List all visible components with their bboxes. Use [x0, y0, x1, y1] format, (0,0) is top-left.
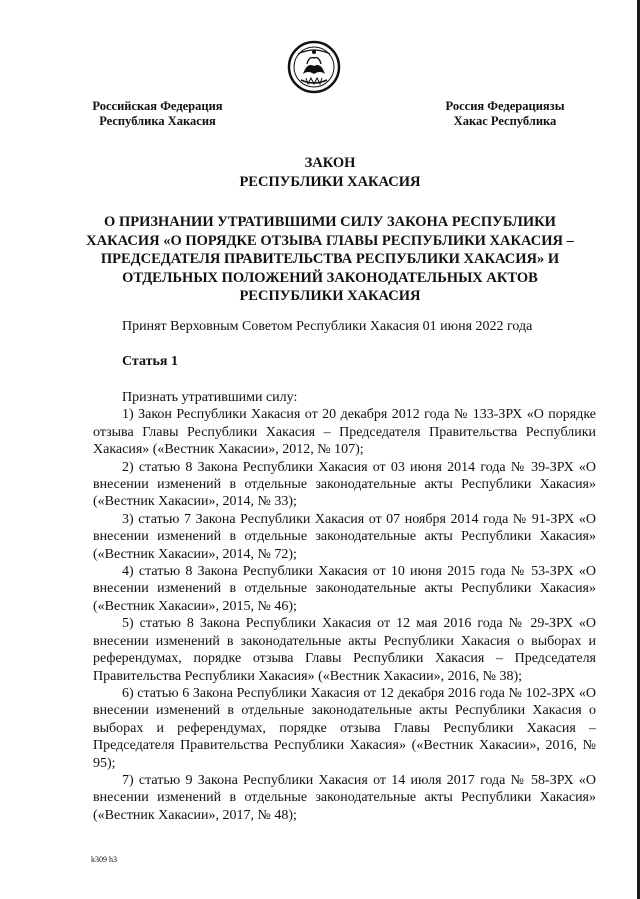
- header-left-line2: Республика Хакасия: [99, 114, 216, 128]
- paragraph-item-3: 3) статью 7 Закона Республики Хакасия от 07 ноября 2014 года № 91-ЗРХ «О внесении изменений в отдельные законодательные акты Республики Хакасия» («Вестник Хакасии», 2014, № 72);: [93, 511, 596, 562]
- paragraph-intro: Признать утратившими силу:: [122, 390, 298, 405]
- header-right-line2: Хакас Республика: [453, 114, 557, 128]
- paragraph-item-5: 5) статью 8 Закона Республики Хакасия от 12 мая 2016 года № 29-ЗРХ «О внесении изменений в законодательные акты Республики Хакасия о выборах и референдумах, порядке отзыва Главы Республики Хакасия – Председателя Правительства Республики Хакасия» («Вестник Хакасии», 2016, № 38);: [93, 616, 596, 684]
- article-heading: Статья 1: [122, 354, 178, 369]
- header-right: [430, 99, 580, 129]
- paragraph-item-2: 2) статью 8 Закона Республики Хакасия от 03 июня 2014 года № 39-ЗРХ «О внесении изменений в отдельные законодательные акты Республики Хакасия» («Вестник Хакасии», 2014, № 33);: [93, 459, 596, 510]
- header-right-line1: Россия Федерациязы: [445, 99, 565, 113]
- paragraph-item-7: 7) статью 9 Закона Республики Хакасия от 14 июля 2017 года № 58-ЗРХ «О внесении изменений в отдельные законодательные акты Республики Хакасия» («Вестник Хакасии», 2017, № 48);: [93, 772, 596, 823]
- header-left: [80, 99, 235, 129]
- coat-of-arms-emblem: [287, 40, 341, 94]
- paragraph-item-1: 1) Закон Республики Хакасия от 20 декабря 2012 года № 133-ЗРХ «О порядке отзыва Главы Республики Хакасия – Председателя Правительства Республики Хакасия» («Вестник Хакасии», 2012, № 107);: [93, 407, 596, 458]
- law-title-line2: РЕСПУБЛИКИ ХАКАСИЯ: [239, 174, 421, 190]
- law-title: [80, 154, 580, 192]
- paragraph-item-4: 4) статью 8 Закона Республики Хакасия от 10 июня 2015 года № 53-ЗРХ «О внесении изменений в отдельные законодательные акты Республики Хакасия» («Вестник Хакасии», 2015, № 46);: [93, 564, 596, 614]
- article-body: [93, 389, 596, 824]
- law-title-line1: ЗАКОН: [304, 155, 356, 171]
- adoption-statement: Принят Верховным Советом Республики Хакасия 01 июня 2022 года: [122, 319, 533, 334]
- footer-code: k309 h3: [91, 855, 117, 864]
- paragraph-item-6: 6) статью 6 Закона Республики Хакасия от 12 декабря 2016 года № 102-ЗРХ «О внесении изменений в отдельные законодательные акты Республики Хакасия о выборах и референдумах, порядке отзыва Главы Республики Хакасия – Председателя Правительства Республики Хакасия» («Вестник Хакасии», 2016, № 95);: [93, 685, 596, 771]
- header-left-line1: Российская Федерация: [92, 99, 223, 113]
- law-subject: О ПРИЗНАНИИ УТРАТИВШИМИ СИЛУ ЗАКОНА РЕСПУБЛИКИ ХАКАСИЯ «О ПОРЯДКЕ ОТЗЫВА ГЛАВЫ РЕСПУБЛИКИ ХАКАСИЯ – ПРЕДСЕДАТЕЛЯ ПРАВИТЕЛЬСТВА РЕСПУБЛИКИ ХАКАСИЯ» И ОТДЕЛЬНЫХ ПОЛОЖЕНИЙ ЗАКОНОДАТЕЛЬНЫХ АКТОВ РЕСПУБЛИКИ ХАКАСИЯ: [86, 214, 574, 305]
